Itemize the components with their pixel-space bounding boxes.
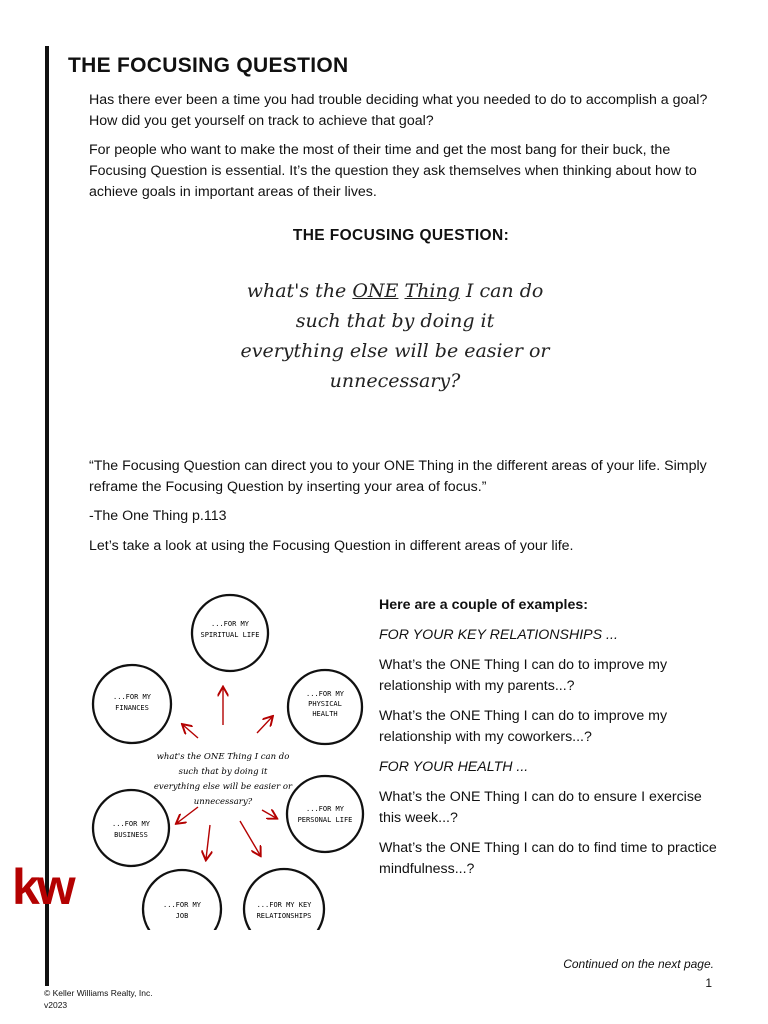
- svg-text:...FOR MY: ...FOR MY: [113, 693, 151, 701]
- svg-text:...FOR MY KEY: ...FOR MY KEY: [256, 901, 312, 909]
- circle-business: [93, 790, 169, 866]
- relationships-example-1: What’s the ONE Thing I can do to improve my relationship with my parents...?: [379, 657, 668, 694]
- lead-in-paragraph: Let’s take a look at using the Focusing Question in different areas of your life.: [89, 538, 574, 554]
- arrow-job: [206, 825, 210, 859]
- page-number: 1: [705, 976, 712, 990]
- svg-text:PERSONAL LIFE: PERSONAL LIFE: [297, 816, 353, 824]
- focusing-question-heading: THE FOCUSING QUESTION:: [292, 227, 510, 244]
- svg-text:unnecessary?: unnecessary?: [193, 797, 253, 807]
- svg-text:kw: kw: [12, 862, 73, 914]
- circle-physical-health: [288, 670, 362, 744]
- svg-text:...FOR MY: ...FOR MY: [306, 690, 344, 698]
- svg-text:HEALTH: HEALTH: [312, 710, 338, 718]
- arrow-key-relationships: [240, 821, 260, 855]
- intro-paragraph-2: For people who want to make the most of their time and get the most bang for their buck, the Focusing Question is essential. It’s the question they ask themselves when thinking about how to achieve goals in important areas of their lives.: [89, 142, 697, 200]
- svg-text:what's the ONE Thing I can do: what's the ONE Thing I can do: [156, 752, 290, 762]
- diagram-center-question: [154, 752, 293, 807]
- health-heading: FOR YOUR HEALTH ...: [379, 759, 529, 775]
- svg-text:...FOR MY: ...FOR MY: [211, 620, 249, 628]
- svg-text:FINANCES: FINANCES: [115, 704, 149, 712]
- relationships-example-2: What’s the ONE Thing I can do to improve my relationship with my coworkers...?: [379, 708, 668, 745]
- svg-text:...FOR MY: ...FOR MY: [163, 901, 201, 909]
- svg-text:...FOR MY: ...FOR MY: [306, 805, 344, 813]
- arrow-personal-life: [262, 810, 276, 818]
- arrow-finances: [183, 725, 198, 738]
- copyright-version: v2023: [44, 1000, 68, 1010]
- svg-text:everything else will be easier: everything else will be easier or: [153, 782, 293, 792]
- page-title: THE FOCUSING QUESTION: [68, 54, 349, 77]
- quote-source: -The One Thing p.113: [89, 508, 227, 524]
- svg-text:SPIRITUAL LIFE: SPIRITUAL LIFE: [200, 631, 260, 639]
- health-example-1: What’s the ONE Thing I can do to ensure I exercise this week...?: [379, 789, 702, 826]
- circle-key-relationships: [244, 869, 324, 930]
- handwritten-line-2: such that by doing it: [295, 310, 495, 332]
- quote-paragraph: “The Focusing Question can direct you to your ONE Thing in the different areas of your life. Simply reframe the Focusing Question by inserting your area of focus.”: [89, 458, 707, 495]
- kw-logo: [12, 862, 84, 914]
- copyright: [44, 987, 153, 1011]
- handwritten-line-1: what's the ONE Thing I can do: [246, 280, 544, 302]
- handwritten-focusing-question: [200, 276, 590, 396]
- circle-personal-life: [287, 776, 363, 852]
- svg-text:RELATIONSHIPS: RELATIONSHIPS: [256, 912, 312, 920]
- circle-spiritual: [192, 595, 268, 671]
- focus-areas-diagram: [80, 585, 370, 930]
- svg-text:such that by doing it: such that by doing it: [178, 767, 268, 777]
- health-example-2: What’s the ONE Thing I can do to find time to practice mindfulness...?: [379, 840, 717, 877]
- svg-text:JOB: JOB: [175, 912, 189, 920]
- svg-text:BUSINESS: BUSINESS: [114, 831, 148, 839]
- svg-text:PHYSICAL: PHYSICAL: [308, 700, 342, 708]
- handwritten-line-4: unnecessary?: [329, 370, 461, 392]
- examples-section: [379, 595, 719, 889]
- handwritten-line-3: everything else will be easier or: [240, 340, 550, 362]
- relationships-heading: FOR YOUR KEY RELATIONSHIPS ...: [379, 627, 618, 643]
- svg-text:...FOR MY: ...FOR MY: [112, 820, 150, 828]
- circle-job: [143, 870, 221, 930]
- sidebar-rule: [45, 46, 49, 986]
- continued-note: Continued on the next page.: [563, 957, 714, 971]
- arrow-physical-health: [257, 717, 272, 733]
- circle-finances: [93, 665, 171, 743]
- examples-heading: Here are a couple of examples:: [379, 597, 588, 613]
- arrow-business: [177, 807, 198, 823]
- intro-paragraph-1: Has there ever been a time you had trouble deciding what you needed to do to accomplish a goal? How did you get yourself on track to achieve that goal?: [89, 92, 708, 129]
- copyright-line-1: © Keller Williams Realty, Inc.: [44, 988, 153, 998]
